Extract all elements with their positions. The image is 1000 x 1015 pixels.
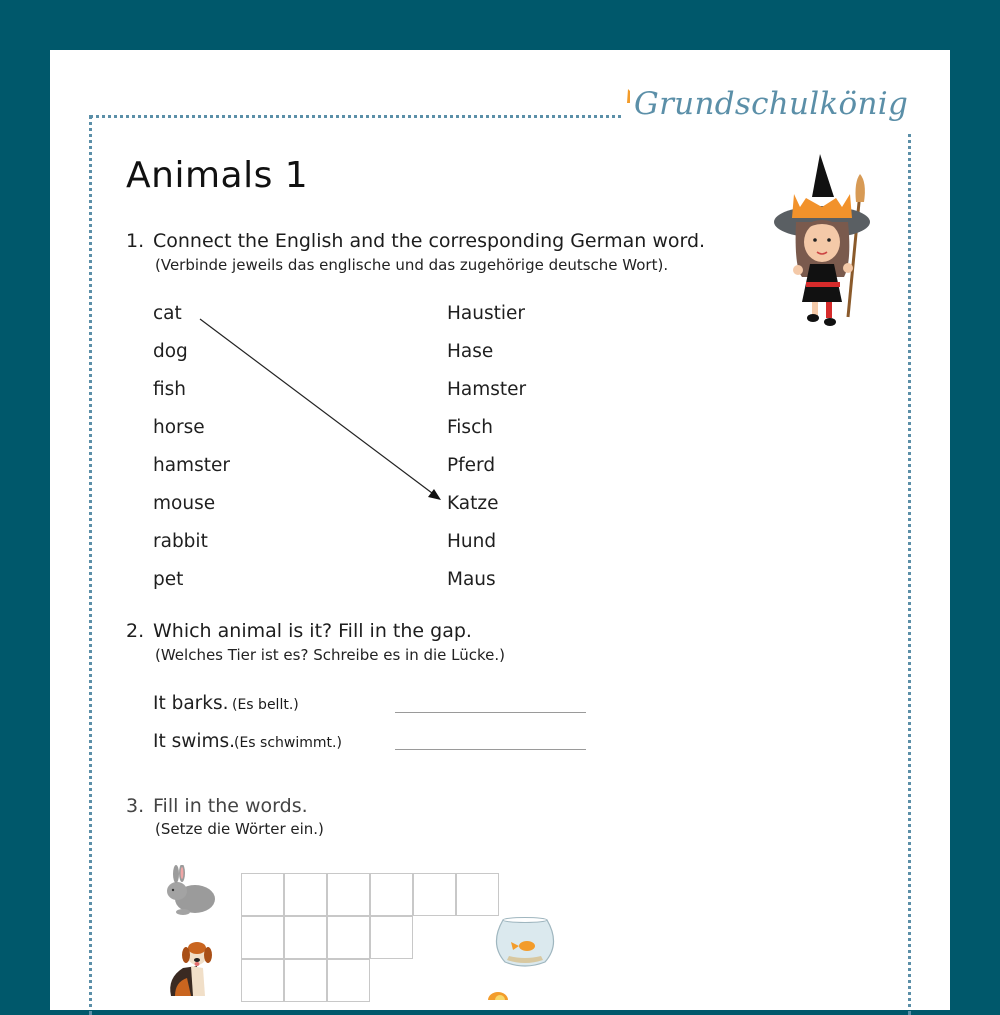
exercise1-instruction-de: (Verbinde jeweils das englische und das zugehörige deutsche Wort). xyxy=(155,256,669,274)
answer-gap-line[interactable] xyxy=(395,749,586,750)
grid-cell[interactable] xyxy=(327,959,370,1002)
exercise2-instruction-de: (Welches Tier ist es? Schreibe es in die Lücke.) xyxy=(155,646,506,664)
grid-cell[interactable] xyxy=(284,916,327,959)
clue-translation: (Es schwimmt.) xyxy=(234,735,342,751)
exercise2-number: 2. xyxy=(126,620,145,642)
grid-cell[interactable] xyxy=(370,916,413,959)
english-word[interactable]: fish xyxy=(153,379,187,400)
english-word[interactable]: horse xyxy=(153,417,205,438)
english-word[interactable]: hamster xyxy=(153,455,230,476)
german-word[interactable]: Hund xyxy=(447,531,497,552)
worksheet-page xyxy=(50,50,950,1010)
exercise3-instruction-de: (Setze die Wörter ein.) xyxy=(155,820,324,838)
german-word[interactable]: Fisch xyxy=(447,417,493,438)
dog-icon xyxy=(161,938,217,1000)
exercise3-instruction: Fill in the words. xyxy=(153,795,308,817)
grid-cell[interactable] xyxy=(284,873,327,916)
page-title: Animals 1 xyxy=(126,155,309,196)
english-word[interactable]: pet xyxy=(153,569,184,590)
german-word[interactable]: Pferd xyxy=(447,455,496,476)
clue-sentence: It swims. xyxy=(153,731,236,752)
grid-cell[interactable] xyxy=(241,959,284,1002)
clue-sentence: It barks. xyxy=(153,693,229,714)
german-word[interactable]: Hamster xyxy=(447,379,527,400)
german-word[interactable]: Haustier xyxy=(447,303,525,324)
german-word[interactable]: Hase xyxy=(447,341,494,362)
english-word[interactable]: cat xyxy=(153,303,182,324)
rabbit-icon xyxy=(163,865,219,917)
exercise1-number: 1. xyxy=(126,230,145,252)
english-word[interactable]: mouse xyxy=(153,493,216,514)
german-word[interactable]: Katze xyxy=(447,493,499,514)
answer-gap-line[interactable] xyxy=(395,712,586,713)
grid-cell[interactable] xyxy=(241,916,284,959)
exercise1-instruction: Connect the English and the corresponding German word. xyxy=(153,230,706,252)
connection-arrow-icon xyxy=(50,50,950,650)
german-word[interactable]: Maus xyxy=(447,569,496,590)
grid-cell[interactable] xyxy=(370,873,413,916)
grid-cell[interactable] xyxy=(327,873,370,916)
exercise3-number: 3. xyxy=(126,795,145,817)
grid-cell[interactable] xyxy=(284,959,327,1002)
grid-cell[interactable] xyxy=(327,916,370,959)
fishbowl-icon xyxy=(493,916,557,968)
hamster-icon xyxy=(486,990,510,1000)
grid-cell[interactable] xyxy=(456,873,499,916)
english-word[interactable]: dog xyxy=(153,341,188,362)
clue-translation: (Es bellt.) xyxy=(232,697,299,713)
grid-cell[interactable] xyxy=(413,873,456,916)
brand-logo: Grundschulkönig xyxy=(630,86,912,122)
grid-cell[interactable] xyxy=(241,873,284,916)
exercise2-instruction: Which animal is it? Fill in the gap. xyxy=(153,620,472,642)
english-word[interactable]: rabbit xyxy=(153,531,208,552)
